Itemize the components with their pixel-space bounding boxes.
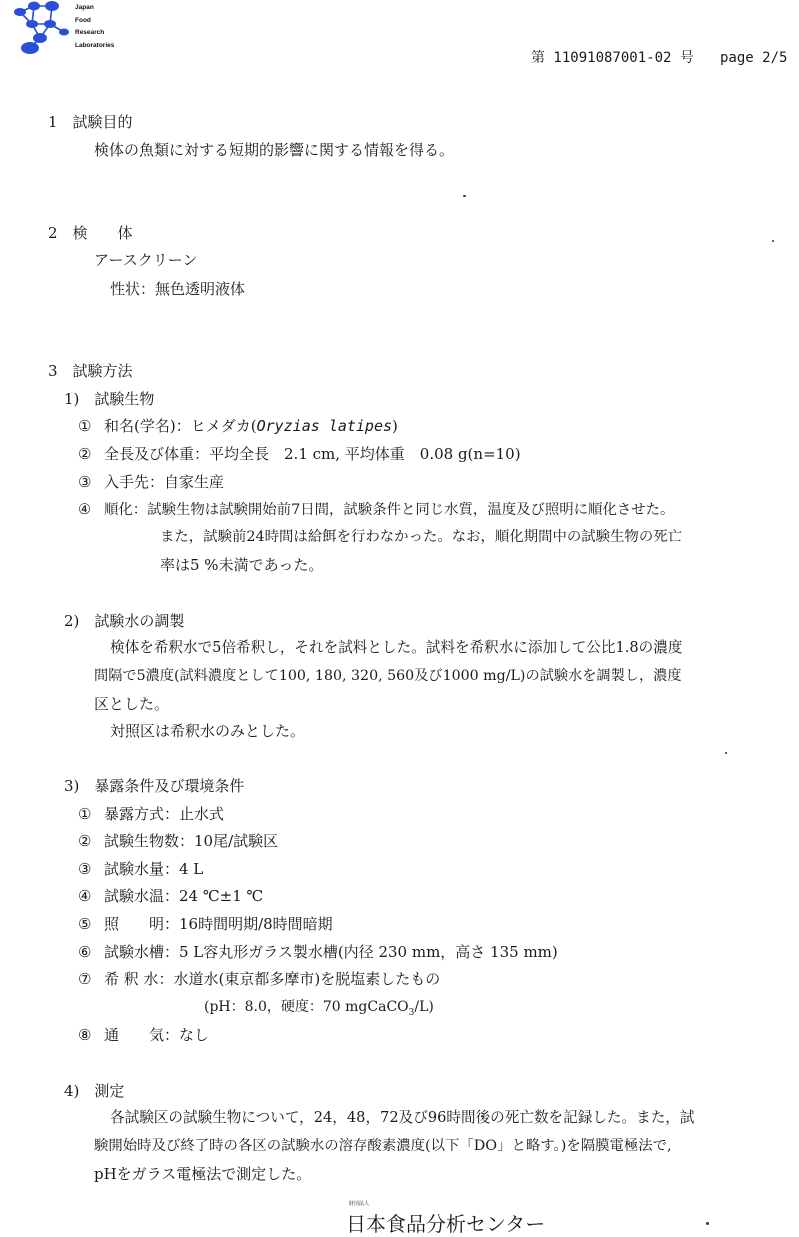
footer-logo: 日本食品分析センター <box>346 1212 546 1236</box>
scan-speck <box>725 752 727 754</box>
condition-item-5: ⑤ 照 明：16時間明期/8時間暗期 <box>78 915 333 933</box>
measurement-line-2: 験開始時及び終了時の各区の試験水の溶存酸素濃度(以下「DO」と略す。)を隔膜電極法で, <box>94 1138 672 1154</box>
condition-item-1: ① 暴露方式：止水式 <box>78 805 225 823</box>
logo-text: Japan Food Research Laboratories <box>75 4 115 49</box>
condition-item-7: ⑦ 希 釈 水：水道水(東京都多摩市)を脱塩素したもの <box>78 970 441 988</box>
measurement-line-1: 各試験区の試験生物について，24，48，72及び96時間後の死亡数を記録した。また，試 <box>110 1109 695 1126</box>
subsection-4-title: 4) 測定 <box>64 1082 125 1100</box>
sample-name: アースクリーン <box>94 251 198 269</box>
scan-speck <box>463 195 466 197</box>
preparation-line-1: 検体を希釈水で5倍希釈し，それを試料とした。試料を希釈水に添加して公比1.8の濃度 <box>110 639 683 656</box>
subsection-1-title: 1) 試験生物 <box>64 390 155 408</box>
document-number: 第 11091087001-02 号 <box>531 50 694 66</box>
organism-item-1: ① 和名(学名)：ヒメダカ(Oryzias latipes) <box>78 417 398 435</box>
condition-item-7-cont: (pH：8.0，硬度：70 mgCaCO$_3$/L) <box>204 999 434 1018</box>
organism-item-4: ④ 順化：試験生物は試験開始前7日間，試験条件と同じ水質，温度及び照明に順化させた。 <box>78 502 675 518</box>
section-3-title: 3 試験方法 <box>48 362 133 380</box>
section-1-title: 1 試験目的 <box>48 113 133 131</box>
molecule-logo-icon <box>12 0 74 60</box>
scan-speck <box>772 240 774 242</box>
page-number: page 2/5 <box>720 50 788 66</box>
condition-item-8: ⑧ 通 気：なし <box>78 1026 210 1044</box>
sample-property: 性状：無色透明液体 <box>110 280 246 298</box>
condition-item-3: ③ 試験水量：4 L <box>78 860 204 878</box>
condition-item-4: ④ 試験水温：24 ℃±1 ℃ <box>78 887 264 905</box>
organism-item-2: ② 全長及び体重：平均全長 2.1 cm, 平均体重 0.08 g(n=10) <box>78 445 521 463</box>
condition-item-6: ⑥ 試験水槽：5 L容丸形ガラス製水槽(内径 230 mm，高さ 135 mm) <box>78 943 558 961</box>
section-1-body: 検体の魚類に対する短期的影響に関する情報を得る。 <box>94 141 455 159</box>
footer-small-label: 財団法人 <box>349 1201 370 1207</box>
organism-item-3: ③ 入手先：自家生産 <box>78 473 225 491</box>
jfrl-logo <box>12 0 122 62</box>
subsection-3-title: 3) 暴露条件及び環境条件 <box>64 777 245 795</box>
preparation-line-3: 区とした。 <box>94 695 170 713</box>
control-group-line: 対照区は希釈水のみとした。 <box>110 722 306 740</box>
organism-item-4-cont-1: また，試験前24時間は給餌を行わなかった。なお，順化期間中の試験生物の死亡 <box>160 529 682 545</box>
measurement-line-3: pHをガラス電極法で測定した。 <box>94 1165 312 1183</box>
condition-item-2: ② 試験生物数：10尾/試験区 <box>78 832 279 850</box>
section-2-title: 2 検 体 <box>48 224 133 242</box>
subsection-2-title: 2) 試験水の調製 <box>64 612 185 630</box>
scan-speck <box>706 1222 709 1225</box>
preparation-line-2: 間隔で5濃度(試料濃度として100, 180, 320, 560及び1000 mg/L)の試験水を調製し，濃度 <box>94 668 682 684</box>
organism-item-4-cont-2: 率は5 %未満であった。 <box>160 556 324 574</box>
